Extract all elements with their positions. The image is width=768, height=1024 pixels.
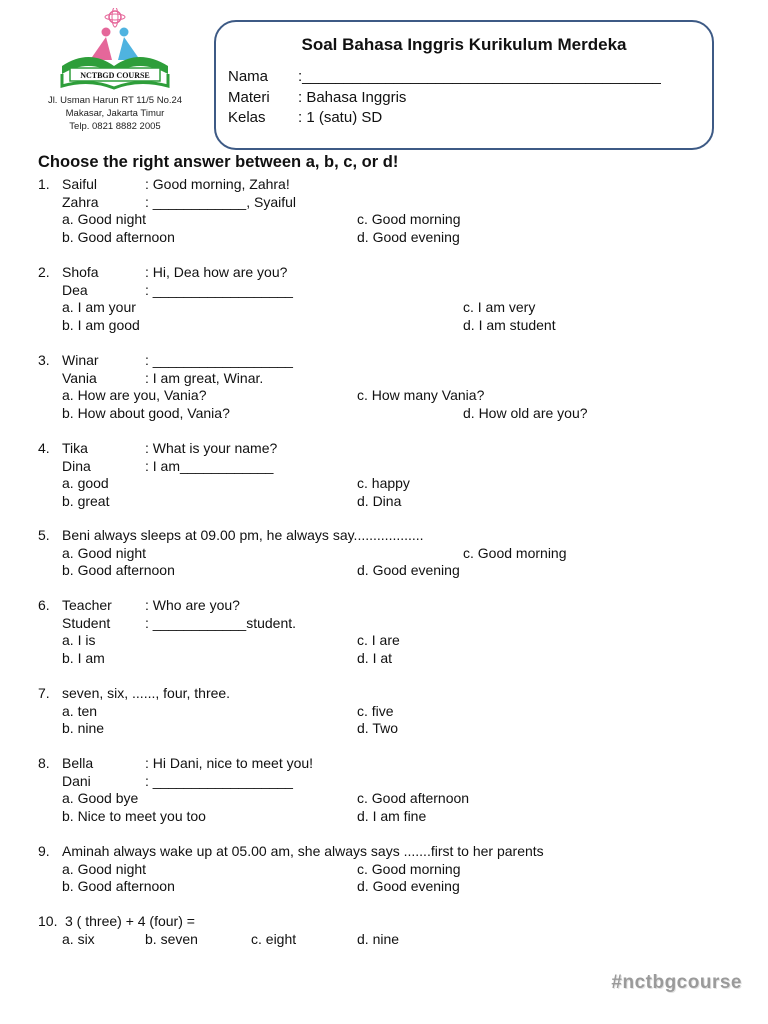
class-row — [228, 109, 382, 126]
option-b: b. How about good, Vania? — [62, 404, 230, 421]
utterance: : I am great, Winar. — [145, 369, 264, 386]
question-number: 4. — [38, 440, 50, 456]
answer-blank: : ____________student. — [145, 614, 297, 631]
subject-value: : Bahasa Inggris — [298, 89, 407, 106]
name-label: Nama — [228, 68, 269, 85]
speaker: Winar — [62, 352, 99, 368]
instruction: Choose the right answer between a, b, c, or d! — [38, 153, 399, 171]
option-b: b. Good afternoon — [62, 228, 175, 245]
speaker: Student — [62, 614, 111, 631]
question-number: 8. — [38, 755, 50, 771]
option-b: b. nine — [62, 720, 105, 736]
utterance: : Hi, Dea how are you? — [145, 264, 288, 280]
speaker: Dea — [62, 281, 88, 298]
option-b: b. I am — [62, 649, 105, 666]
answer-blank: : ____________, Syaiful — [145, 193, 297, 210]
header-box — [214, 20, 714, 150]
option-b: b. seven — [145, 930, 198, 947]
option-d: d. Dina — [357, 492, 402, 509]
exam-title: Soal Bahasa Inggris Kurikulum Merdeka — [301, 35, 627, 54]
question-number: 5. — [38, 527, 50, 543]
question-text: seven, six, ......, four, three. — [62, 685, 231, 701]
name-row — [228, 68, 661, 85]
option-a: a. ten — [62, 702, 98, 719]
option-b: b. Good afternoon — [62, 562, 175, 578]
option-c: c. Good afternoon — [357, 790, 470, 806]
logo-text: NCTBGD COURSE — [80, 71, 150, 80]
option-c: c. eight — [251, 930, 297, 947]
speaker: Dina — [62, 457, 91, 474]
option-d: d. Good evening — [357, 878, 460, 894]
question-number: 7. — [38, 685, 50, 701]
option-c: c. five — [357, 702, 394, 719]
option-c: c. Good morning — [463, 544, 567, 561]
option-c: c. I am very — [463, 299, 536, 315]
option-a: a. I is — [62, 632, 96, 648]
book-figures-icon — [54, 8, 176, 94]
option-d: d. nine — [357, 930, 400, 947]
answer-blank: : __________________ — [145, 772, 293, 789]
utterance: : Good morning, Zahra! — [145, 176, 290, 192]
option-a: a. good — [62, 475, 109, 491]
utterance: : Hi Dani, nice to meet you! — [145, 755, 314, 771]
question-text: 3 ( three) + 4 (four) = — [65, 913, 195, 929]
option-a: a. I am your — [62, 299, 136, 315]
utterance: : Who are you? — [145, 597, 240, 613]
option-d: d. I at — [357, 649, 393, 666]
option-d: d. Good evening — [357, 562, 460, 578]
option-c: c. happy — [357, 475, 410, 491]
speaker: Vania — [62, 369, 97, 386]
option-b: b. I am good — [62, 316, 140, 333]
option-d: d. I am student — [463, 316, 556, 333]
option-b: b. Nice to meet you too — [62, 807, 206, 824]
option-c: c. Good morning — [357, 211, 461, 227]
question-number: 9. — [38, 843, 50, 859]
address-line: Jl. Usman Harun RT 11/5 No.24 — [47, 95, 183, 106]
question-number: 2. — [38, 264, 50, 280]
school-address — [40, 94, 190, 133]
option-a: a. Good night — [62, 860, 147, 877]
answer-blank: : I am____________ — [145, 457, 274, 474]
question-text: Aminah always wake up at 05.00 am, she always says .......first to her parents — [62, 843, 544, 859]
option-c: c. I are — [357, 632, 400, 648]
option-b: b. Good afternoon — [62, 878, 175, 894]
speaker: Shofa — [62, 264, 99, 280]
option-a: a. six — [62, 930, 95, 947]
option-a: a. Good bye — [62, 790, 139, 806]
speaker: Bella — [62, 755, 94, 771]
address-line: Makasar, Jakarta Timur — [65, 108, 165, 119]
watermark: #nctbgcourse — [611, 972, 742, 993]
option-a: a. How are you, Vania? — [62, 387, 207, 403]
question-number: 10. — [38, 913, 58, 929]
phone-line: Telp. 0821 8882 2005 — [69, 121, 161, 132]
option-a: a. Good night — [62, 211, 147, 227]
option-d: d. Two — [357, 720, 398, 736]
option-d: d. I am fine — [357, 807, 427, 824]
speaker: Teacher — [62, 597, 112, 613]
question-text: Beni always sleeps at 09.00 pm, he always say.................. — [62, 527, 424, 543]
class-label: Kelas — [228, 109, 266, 126]
subject-label: Materi — [228, 89, 270, 106]
answer-blank: : __________________ — [145, 352, 293, 368]
answer-blank: : __________________ — [145, 281, 293, 298]
name-field[interactable]: :___________________________________________ — [298, 68, 661, 85]
utterance: : What is your name? — [145, 440, 278, 456]
question-number: 1. — [38, 176, 50, 192]
option-a: a. Good night — [62, 544, 147, 561]
option-b: b. great — [62, 492, 110, 509]
option-c: c. How many Vania? — [357, 387, 485, 403]
speaker: Dani — [62, 772, 91, 789]
speaker: Zahra — [62, 193, 99, 210]
school-logo — [40, 8, 190, 134]
speaker: Tika — [62, 440, 88, 456]
speaker: Saiful — [62, 176, 98, 192]
option-d: d. How old are you? — [463, 404, 588, 421]
option-c: c. Good morning — [357, 860, 461, 877]
option-d: d. Good evening — [357, 228, 460, 245]
question-number: 3. — [38, 352, 50, 368]
subject-row — [228, 89, 406, 106]
class-value: : 1 (satu) SD — [298, 109, 383, 126]
question-number: 6. — [38, 597, 50, 613]
